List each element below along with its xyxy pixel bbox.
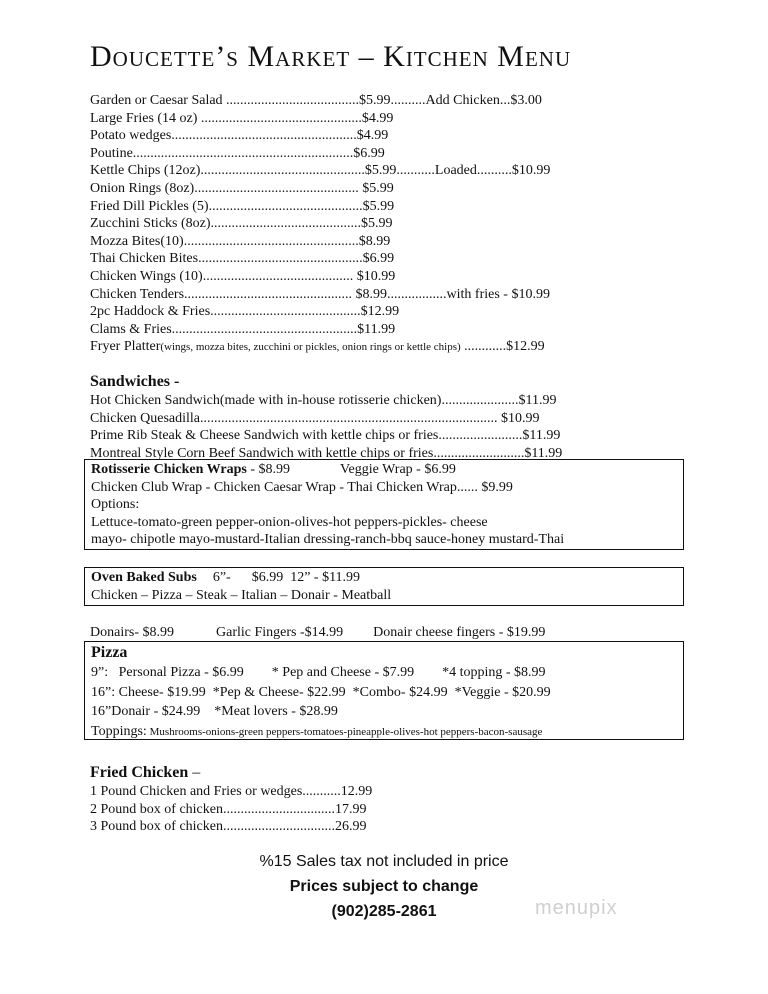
wraps-box xyxy=(84,459,684,550)
pizza-line: 16”Donair - $24.99 *Meat lovers - $28.99 xyxy=(91,704,338,719)
fried-chicken-dash: – xyxy=(188,764,201,781)
wraps-options-label: Options: xyxy=(91,497,140,512)
menu-item: Mozza Bites(10)..................................................$8.99 xyxy=(90,233,391,249)
fried-chicken-item: 2 Pound box of chicken................................17.99 xyxy=(90,801,367,817)
wraps-price: - $8.99 xyxy=(246,462,290,477)
watermark-logo: menupix xyxy=(535,897,618,919)
menu-title: Doucette’s Market – Kitchen Menu xyxy=(90,40,572,73)
menu-item: Clams & Fries.....................................................$11.99 xyxy=(90,321,396,337)
pizza-line: 16”: Cheese- $19.99 *Pep & Cheese- $22.99 *Combo- $24.99 *Veggie - $20.99 xyxy=(91,684,551,700)
subs-varieties: Chicken – Pizza – Steak – Italian – Donair - Meatball xyxy=(91,587,392,603)
sandwiches-heading: Sandwiches - xyxy=(90,373,180,390)
wraps-header-line xyxy=(91,461,677,479)
fryer-platter-name: Fryer Platter xyxy=(90,339,161,355)
menu-item: Garden or Caesar Salad ......................................$5.99..........Add Chicken...$3.00 xyxy=(90,93,542,108)
wraps-heading: Rotisserie Chicken Wraps xyxy=(91,462,247,477)
wraps-line: Chicken Club Wrap - Chicken Caesar Wrap - Thai Chicken Wrap...... $9.99 xyxy=(91,479,513,495)
menu-item: Potato wedges.....................................................$4.99 xyxy=(90,128,389,144)
garlic-fingers-item: Garlic Fingers -$14.99 xyxy=(216,625,344,640)
pizza-toppings-line xyxy=(91,722,677,743)
menu-item: Poutine...............................................................$6.99 xyxy=(90,145,385,161)
donairs-item: Donairs- $8.99 xyxy=(90,625,174,640)
fried-chicken-item: 1 Pound Chicken and Fries or wedges...........12.99 xyxy=(90,784,373,799)
sandwich-item: Hot Chicken Sandwich(made with in-house rotisserie chicken)......................$11.99 xyxy=(90,393,557,408)
menu-item: Large Fries (14 oz) ..............................................$4.99 xyxy=(90,110,394,126)
fried-chicken-header xyxy=(90,763,372,783)
fryer-platter-item xyxy=(90,338,550,357)
menu-item: Thai Chicken Bites...............................................$6.99 xyxy=(90,251,395,267)
tax-note: %15 Sales tax not included in price xyxy=(259,853,509,870)
wraps-options: Lettuce-tomato-green pepper-onion-olives-hot peppers-pickles- cheese xyxy=(91,514,488,530)
subs-prices: 6”- $6.99 12” - $11.99 xyxy=(212,570,361,585)
subs-box xyxy=(84,567,684,606)
menu-item: Zucchini Sticks (8oz)...........................................$5.99 xyxy=(90,216,393,232)
pizza-box xyxy=(84,641,684,740)
wraps-options: mayo- chipotle mayo-mustard-Italian dressing-ranch-bbq sauce-honey mustard-Thai xyxy=(91,532,565,547)
donair-cheese-fingers-item: Donair cheese fingers - $19.99 xyxy=(373,625,546,640)
subs-heading: Oven Baked Subs xyxy=(91,570,197,585)
fryer-platter-price: ............$12.99 xyxy=(460,339,545,355)
menu-item: Fried Dill Pickles (5)............................................$5.99 xyxy=(90,198,395,214)
phone-number: (902)285-2861 xyxy=(331,903,437,920)
sandwich-item: Chicken Quesadilla..................................................................................... $10.99 xyxy=(90,410,540,426)
sandwich-item: Montreal Style Corn Beef Sandwich with kettle chips or fries..........................$11.99 xyxy=(90,445,563,461)
sandwiches-section xyxy=(90,372,562,462)
sandwich-item: Prime Rib Steak & Cheese Sandwich with kettle chips or fries........................$11.99 xyxy=(90,428,561,444)
fryer-platter-detail: (wings, mozza bites, zucchini or pickles, onion rings or kettle chips) xyxy=(160,341,461,354)
menu-item: 2pc Haddock & Fries...........................................$12.99 xyxy=(90,304,400,320)
menu-item: Kettle Chips (12oz)...............................................$5.99...........Loaded..........$10.99 xyxy=(90,163,551,179)
menu-items-list xyxy=(90,92,550,357)
pizza-toppings-label: Toppings: xyxy=(91,723,147,739)
menu-item: Chicken Tenders................................................ $8.99.................with fries - $10.99 xyxy=(90,286,550,302)
pizza-line: 9”: Personal Pizza - $6.99 * Pep and Cheese - $7.99 *4 topping - $8.99 xyxy=(91,665,546,680)
menu-item: Chicken Wings (10)........................................... $10.99 xyxy=(90,268,396,284)
fried-chicken-section xyxy=(90,763,372,836)
pizza-toppings: Mushrooms-onions-green peppers-tomatoes-pineapple-olives-hot peppers-bacon-sausage xyxy=(146,725,543,738)
donairs-line xyxy=(90,624,545,642)
fried-chicken-item: 3 Pound box of chicken................................26.99 xyxy=(90,819,367,835)
fried-chicken-heading: Fried Chicken xyxy=(90,764,189,781)
price-change-note: Prices subject to change xyxy=(289,878,479,895)
menu-item: Onion Rings (8oz)............................................... $5.99 xyxy=(90,180,394,196)
pizza-heading: Pizza xyxy=(91,644,128,661)
donairs-row xyxy=(90,624,545,642)
veggie-wrap: Veggie Wrap - $6.99 xyxy=(340,462,456,477)
subs-header-line xyxy=(91,569,677,587)
